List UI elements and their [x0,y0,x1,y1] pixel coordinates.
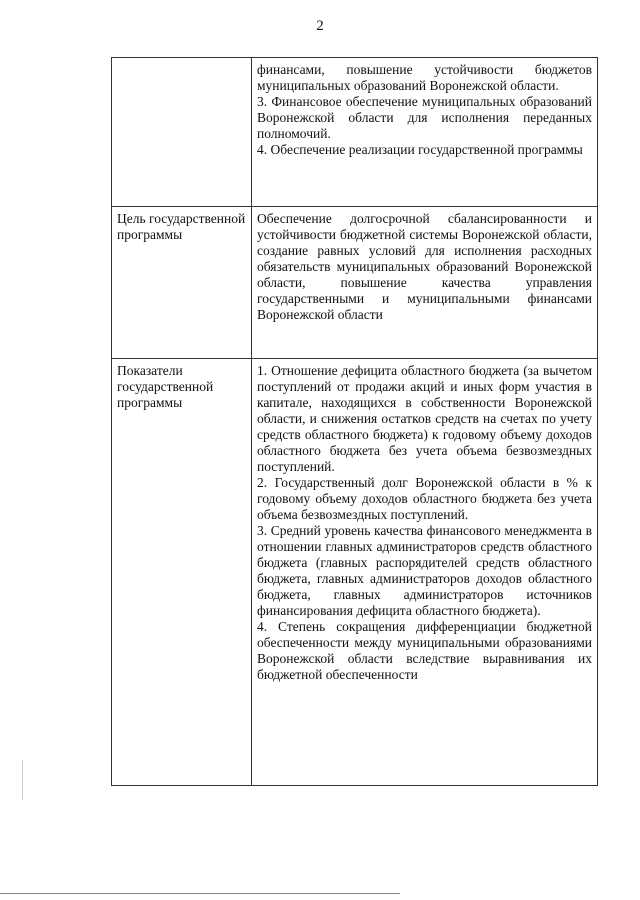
table-row [112,58,598,207]
row-label: Показатели государственной программы [117,363,214,410]
paragraph: финансами, повышение устойчивости бюджетов муниципальных образований Воронежской области. [257,62,592,93]
paragraph: 2. Государственный долг Воронежской области в % к годовому объему доходов областного бюджета без учета объема безвозмездных поступлений. [257,475,592,522]
paragraph: 4. Обеспечение реализации государственной программы [257,142,583,157]
scan-bottom-line [0,893,400,894]
scan-edge-mark [22,760,23,800]
table-row [112,207,598,359]
row-label-cell [112,207,252,359]
paragraph: Обеспечение долгосрочной сбалансированности и устойчивости бюджетной системы Воронежской области, создание равных условий для исполнения расходных обязательств муниципальных образований Воронежской области, повышение качества управления государственными и муниципальными финансами Воронежской области [257,211,592,322]
program-passport-table [111,57,598,786]
row-label-cell [112,359,252,786]
row-label-cell [112,58,252,207]
table-row [112,359,598,786]
row-content-cell [252,58,598,207]
page-number: 2 [316,18,324,34]
paragraph: 1. Отношение дефицита областного бюджета (за вычетом поступлений от продажи акций и иных форм участия в капитале, находящихся в собственности Воронежской области, и снижения остатков средств на счетах по учету средств областного бюджета) к годовому объему доходов областного бюджета без учета объема безвозмездных поступлений. [257,363,592,474]
paragraph: 4. Степень сокращения дифференциации бюджетной обеспеченности между муниципальными образованиями Воронежской области вследствие выравнивания их бюджетной обеспеченности [257,619,592,682]
paragraph: 3. Средний уровень качества финансового менеджмента в отношении главных администраторов средств областного бюджета (главных распорядителей средств областного бюджета, главных администраторов доходов областного бюджета, главных администраторов источников финансирования дефицита областного бюджета). [257,523,592,618]
row-label: Цель государственной программы [117,211,246,242]
row-content-cell [252,207,598,359]
row-content-cell [252,359,598,786]
paragraph: 3. Финансовое обеспечение муниципальных образований Воронежской области для исполнения переданных полномочий. [257,94,592,141]
